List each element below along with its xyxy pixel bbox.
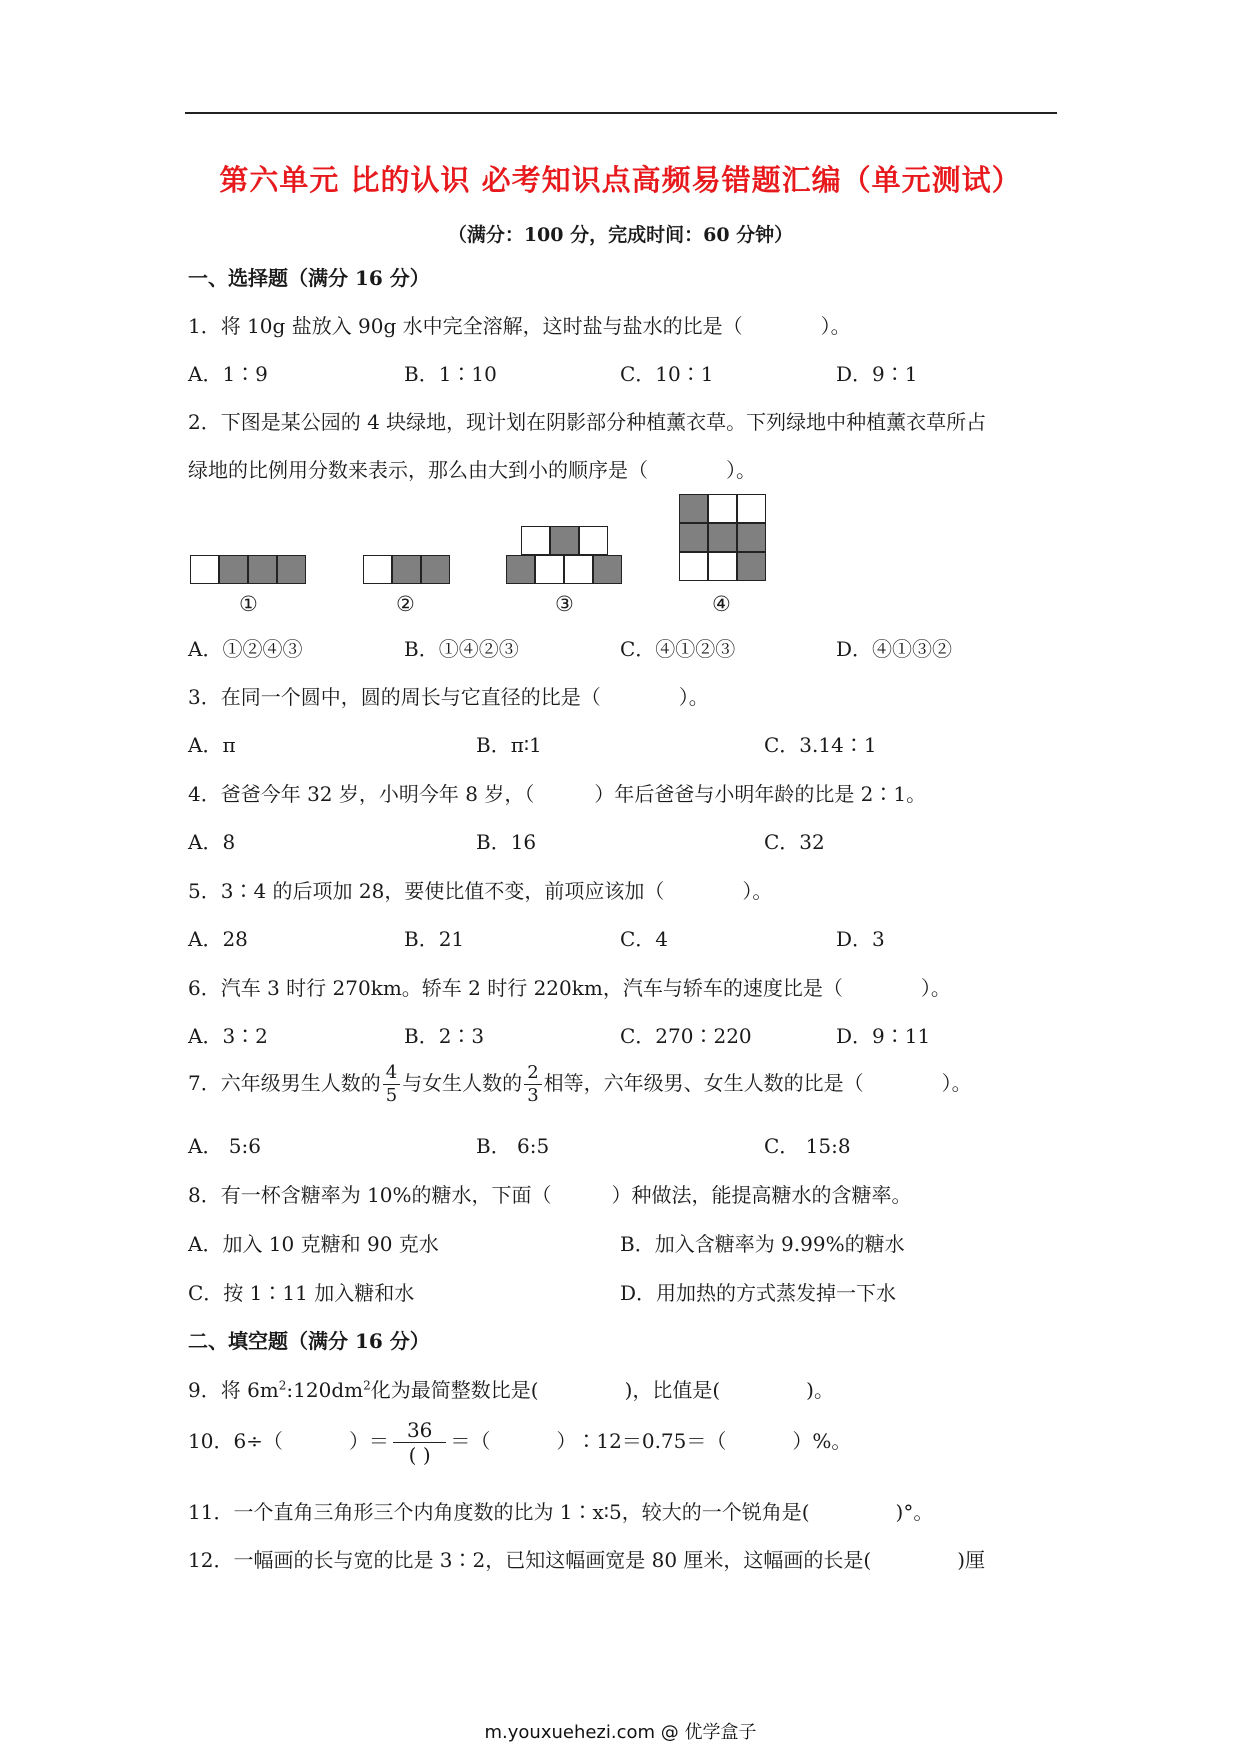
- q4-option-a: A．8: [188, 830, 236, 854]
- q1-option-d: D．9∶1: [836, 362, 918, 386]
- grid-cell-shaded: [737, 552, 766, 581]
- grid-cell: [737, 494, 766, 523]
- grid-cell-shaded: [506, 555, 535, 584]
- figure-3-label: ③: [555, 592, 574, 616]
- q8-option-c: C．按 1∶11 加入糖和水: [188, 1281, 415, 1305]
- q6-option-b: B．2∶3: [404, 1024, 485, 1048]
- grid-cell-shaded: [550, 526, 579, 555]
- q3-option-c: C．3.14∶1: [764, 733, 877, 757]
- question-12: 12．一幅画的长与宽的比是 3∶2，已知这幅画宽是 80 厘米，这幅画的长是( )厘: [188, 1548, 986, 1572]
- q4-option-c: C．32: [764, 830, 825, 854]
- page-subtitle: （满分：100 分，完成时间：60 分钟）: [447, 224, 794, 246]
- question-5: 5．3∶4 的后项加 28，要使比值不变，前项应该加（ ）。: [188, 879, 773, 903]
- q7-option-b: B． 6:5: [476, 1134, 550, 1158]
- grid-cell: [363, 555, 392, 584]
- grid-cell-shaded: [392, 555, 421, 584]
- header-rule: [185, 112, 1057, 114]
- question-11: 11．一个直角三角形三个内角度数的比为 1∶x∶5，较大的一个锐角是( )°。: [188, 1500, 934, 1524]
- q5-option-d: D．3: [836, 927, 885, 951]
- question-10: 10．6÷（ ）＝ $\frac{36}{( )}$ ＝（ ）∶12＝0.75＝（ ）%。: [188, 1418, 852, 1467]
- q2-option-d: D．④①③②: [836, 637, 953, 661]
- question-2-line-1: 2．下图是某公园的 4 块绿地，现计划在阴影部分种植薰衣草。下列绿地中种植薰衣草所占: [188, 410, 987, 434]
- q2-option-c: C．④①②③: [620, 637, 736, 661]
- section-heading-choice: 一、选择题（满分 16 分）: [188, 266, 430, 290]
- grid-cell: [521, 526, 550, 555]
- grid-cell: [564, 555, 593, 584]
- q1-option-a: A．1∶9: [188, 362, 268, 386]
- figure-2-label: ②: [396, 592, 415, 616]
- fraction-4-5: $\frac{4}{5}$: [383, 1062, 400, 1107]
- question-6: 6．汽车 3 时行 270km。轿车 2 时行 220km，汽车与轿车的速度比是（ ）。: [188, 976, 951, 1000]
- figure-2-grid: [363, 555, 455, 586]
- q7-option-c: C． 15:8: [764, 1134, 851, 1158]
- figure-4-grid: [679, 494, 771, 586]
- page-title: 第六单元 比的认识 必考知识点高频易错题汇编（单元测试）: [219, 163, 1022, 197]
- grid-cell-shaded: [593, 555, 622, 584]
- q4-option-b: B．16: [476, 830, 537, 854]
- grid-cell: [679, 552, 708, 581]
- section-heading-fill: 二、填空题（满分 16 分）: [188, 1329, 430, 1353]
- q8-option-b: B．加入含糖率为 9.99%的糖水: [620, 1232, 905, 1256]
- q3-option-a: A．π: [188, 733, 236, 757]
- q6-option-a: A．3∶2: [188, 1024, 268, 1048]
- q7-option-a: A． 5:6: [188, 1134, 261, 1158]
- grid-cell-shaded: [679, 494, 708, 523]
- q8-option-d: D．用加热的方式蒸发掉一下水: [620, 1281, 897, 1305]
- grid-cell: [579, 526, 608, 555]
- grid-cell-shaded: [708, 523, 737, 552]
- grid-cell: [708, 552, 737, 581]
- q2-option-b: B．①④②③: [404, 637, 519, 661]
- q1-option-c: C．10∶1: [620, 362, 714, 386]
- grid-cell: [190, 555, 219, 584]
- figure-4-label: ④: [712, 592, 731, 616]
- grid-cell-shaded: [219, 555, 248, 584]
- question-3: 3．在同一个圆中，圆的周长与它直径的比是（ ）。: [188, 685, 709, 709]
- figure-1-grid: [190, 555, 312, 586]
- q5-option-c: C．4: [620, 927, 669, 951]
- q5-option-b: B．21: [404, 927, 465, 951]
- question-9: 9．将 $6m^2:120dm^2$化为最简整数比是( )，比值是( )。: [188, 1378, 834, 1402]
- fraction-2-3: $\frac{2}{3}$: [524, 1062, 541, 1107]
- q6-option-d: D．9∶11: [836, 1024, 931, 1048]
- q3-option-b: B．π∶1: [476, 733, 542, 757]
- figure-3-grid: [506, 526, 628, 586]
- grid-cell-shaded: [421, 555, 450, 584]
- fraction-36-blank: $\frac{36}{( )}$: [393, 1418, 446, 1467]
- grid-cell-shaded: [277, 555, 306, 584]
- grid-cell-shaded: [737, 523, 766, 552]
- grid-cell: [535, 555, 564, 584]
- q5-option-a: A．28: [188, 927, 248, 951]
- question-7: 7．六年级男生人数的 $\frac{4}{5}$ 与女生人数的 $\frac{2}{3}$ 相等，六年级男、女生人数的比是（ ）。: [188, 1062, 972, 1106]
- question-8: 8．有一杯含糖率为 10%的糖水，下面（ ）种做法，能提高糖水的含糖率。: [188, 1183, 912, 1207]
- figure-1-label: ①: [239, 592, 258, 616]
- grid-cell-shaded: [248, 555, 277, 584]
- q1-option-b: B．1∶10: [404, 362, 497, 386]
- footer-watermark: m.youxuehezi.com @ 优学盒子: [484, 1722, 757, 1743]
- grid-cell: [708, 494, 737, 523]
- question-1: 1．将 10g 盐放入 90g 水中完全溶解，这时盐与盐水的比是（ ）。: [188, 314, 851, 338]
- q8-option-a: A．加入 10 克糖和 90 克水: [188, 1232, 439, 1256]
- question-2-line-2: 绿地的比例用分数来表示，那么由大到小的顺序是（ ）。: [188, 458, 756, 482]
- q6-option-c: C．270∶220: [620, 1024, 752, 1048]
- grid-cell-shaded: [679, 523, 708, 552]
- question-4: 4．爸爸今年 32 岁，小明今年 8 岁，（ ）年后爸爸与小明年龄的比是 2∶1。: [188, 782, 927, 806]
- q2-option-a: A．①②④③: [188, 637, 303, 661]
